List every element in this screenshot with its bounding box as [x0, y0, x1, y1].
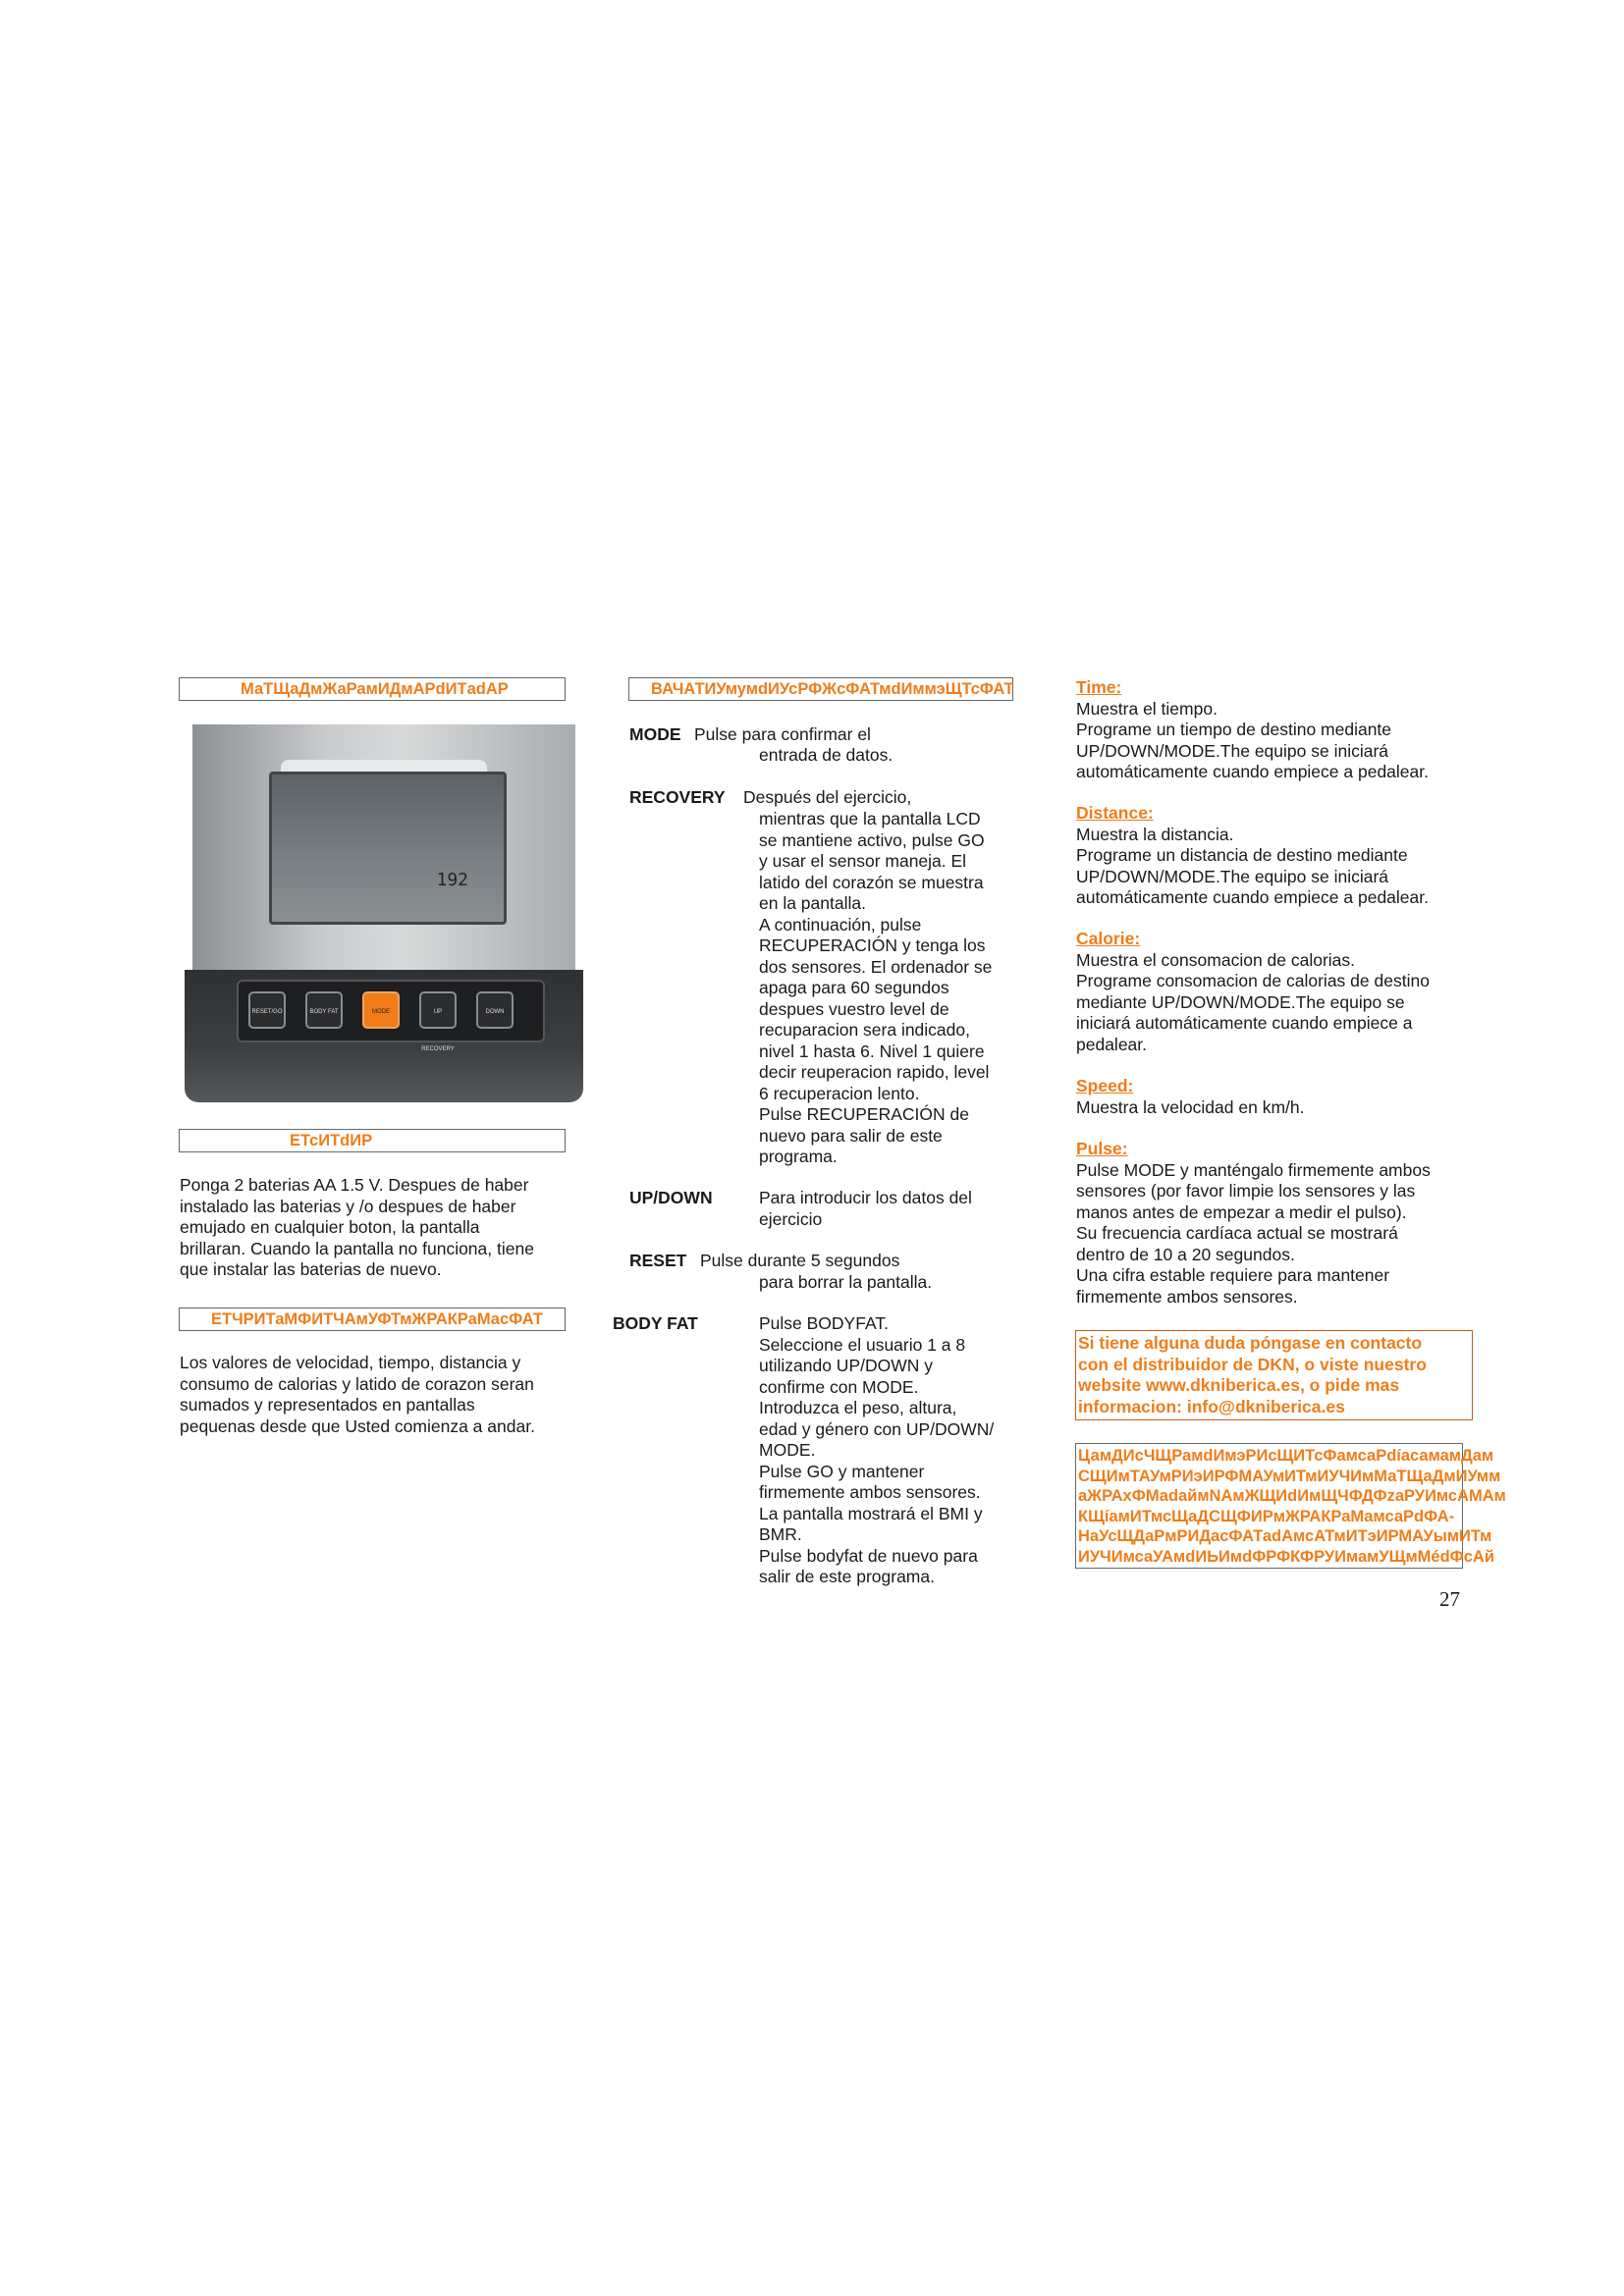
text-line: que instalar las baterias de nuevo. — [180, 1259, 442, 1279]
reset-desc-first: Pulse durante 5 segundos — [700, 1251, 900, 1270]
section-header-values-text: ЕТЧРИТаМФИТЧАмУФТмЖРАКРаМасФАТ — [211, 1310, 543, 1328]
text-line: НаУсЩДаРмРИДасФАТаdАмсАТмИТэИРМАУымИТм — [1078, 1527, 1492, 1545]
text-line: RECUPERACIÓN y tenga los — [759, 935, 986, 955]
section-header-batteries — [179, 1129, 566, 1152]
text-line: utilizando UP/DOWN y — [759, 1356, 933, 1375]
text-line: confirme con MODE. — [759, 1376, 919, 1397]
text-line: brillaran. Cuando la pantalla no funciona, tiene — [180, 1238, 534, 1258]
up-recovery-key: UP RECOVERY — [419, 991, 457, 1029]
text-line: automáticamente cuando empiece a pedalear. — [1076, 887, 1429, 907]
reset-label: RESET — [629, 1251, 687, 1270]
distance-title: Distance: — [1076, 803, 1154, 823]
text-line: apaga para 60 segundos — [759, 978, 949, 997]
text-line: firmemente ambos sensores. — [1076, 1286, 1298, 1307]
mode-desc-second: entrada de datos. — [759, 745, 893, 765]
text-line: programa. — [759, 1147, 838, 1166]
text-line: Programe un distancia de destino mediante — [1076, 845, 1408, 865]
text-line: Programe un tiempo de destino mediante — [1076, 720, 1392, 739]
distance-section — [1076, 803, 1429, 909]
mode-key: MODE — [362, 991, 400, 1029]
pulse-title: Pulse: — [1076, 1139, 1128, 1158]
calorie-section — [1076, 929, 1430, 1055]
console-lcd-screen — [269, 772, 507, 925]
text-line: Muestra el tiempo. — [1076, 698, 1218, 719]
section-header-display-text: МаТЩаДмЖаРамИДмАРdИТadAP — [241, 680, 509, 698]
text-line: dentro de 10 a 20 segundos. — [1076, 1244, 1295, 1264]
text-line: pedalear. — [1076, 1034, 1148, 1054]
text-line: Seleccione el usuario 1 a 8 — [759, 1334, 966, 1355]
text-line: informacion: info@dkniberica.es — [1078, 1396, 1345, 1416]
text-line: Programe consomacion de calorias de destino — [1076, 971, 1430, 990]
text-line: en la pantalla. — [759, 893, 866, 913]
text-line: dos sensores. El ordenador se — [759, 956, 993, 977]
text-line: Introduzca el peso, altura, — [759, 1398, 957, 1417]
recovery-description — [759, 809, 992, 1168]
section-header-functions — [628, 677, 1013, 701]
updown-description — [759, 1188, 972, 1230]
updown-label: UP/DOWN — [629, 1188, 713, 1207]
mode-label: MODE — [629, 724, 681, 744]
text-line: nivel 1 hasta 6. Nivel 1 quiere — [759, 1041, 985, 1061]
speed-title: Speed: — [1076, 1076, 1134, 1095]
text-line: Su frecuencia cardíaca actual se mostrará — [1076, 1223, 1398, 1243]
text-line: latido del corazón se muestra — [759, 872, 984, 892]
section-header-batteries-text: ЕТсИТdИР — [290, 1132, 373, 1149]
text-line: edad y género con UP/DOWN/ — [759, 1418, 995, 1439]
lcd-readout: 192 — [436, 870, 468, 890]
text-line: sensores (por favor limpie los sensores y las — [1076, 1181, 1416, 1201]
text-line: Muestra el consomacion de calorias. — [1076, 949, 1356, 970]
text-line: salir de este programa. — [759, 1567, 935, 1586]
text-line: con el distribuidor de DKN, o viste nuestro — [1078, 1354, 1427, 1374]
text-line: ЦамДИсЧЩРамdИмэРИсЩИТсФамсаРdíасамамДам — [1078, 1447, 1494, 1465]
text-line: nuevo para salir de este — [759, 1125, 943, 1146]
text-line: iniciará automáticamente cuando empiece a — [1076, 1013, 1413, 1033]
text-line: 6 recuperacion lento. — [759, 1083, 920, 1103]
text-line: Pulse MODE y manténgalo firmemente ambos — [1076, 1159, 1431, 1180]
down-key: DOWN — [476, 991, 514, 1029]
pulse-section — [1076, 1139, 1431, 1308]
text-line: BMR. — [759, 1524, 802, 1544]
section-header-values — [179, 1308, 566, 1331]
mode-desc-first: Pulse para confirmar el — [694, 724, 871, 744]
text-line: Muestra la distancia. — [1076, 824, 1234, 844]
time-title: Time: — [1076, 677, 1122, 697]
text-line: Una cifra estable requiere para mantener — [1076, 1265, 1390, 1285]
text-line: decir reuperacion rapido, level — [759, 1062, 990, 1082]
encoded-text-box — [1075, 1443, 1506, 1569]
text-line: UP/DOWN/MODE.The equipo se iniciará — [1076, 740, 1389, 761]
text-line: Pulse BODYFAT. — [759, 1313, 889, 1333]
text-line: ejercicio — [759, 1208, 823, 1229]
console-illustration — [192, 724, 575, 1102]
page-number: 27 — [1439, 1587, 1460, 1611]
text-line: emujado en cualquier boton, la pantalla — [180, 1217, 480, 1237]
text-line: manos antes de empezar a medir el pulso). — [1076, 1201, 1407, 1222]
text-line: consumo de calorias y latido de corazon seran — [180, 1373, 534, 1394]
console-keypad — [237, 980, 545, 1052]
text-line: аЖРАхФМаdаймNАмЖЩИdИмЩЧФДФzаРУИмсАМАм — [1078, 1487, 1506, 1505]
reset-desc-second: para borrar la pantalla. — [759, 1272, 933, 1292]
text-line: СЩИмТАУмРИэИРФМАУмИТмИУЧИмМаТЩаДмИУмм — [1078, 1467, 1501, 1485]
bodyfat-description — [759, 1313, 994, 1588]
reset-go-key: RESET/GO — [248, 991, 286, 1029]
text-line: firmemente ambos sensores. — [759, 1482, 981, 1502]
recovery-label: RECOVERY — [629, 787, 726, 807]
battery-instructions — [180, 1175, 534, 1281]
section-header-functions-text: ВАЧАТИУмумdИУсРФЖсФАТмdИммэЩТсФАТ — [651, 680, 1014, 698]
bodyfat-label: BODY FAT — [613, 1313, 698, 1333]
text-line: Ponga 2 baterias AA 1.5 V. Despues de haber — [180, 1175, 529, 1195]
text-line: КЩíамИТмсЩаДСЩФИРмЖРАКРаМамсаРdФА- — [1078, 1507, 1455, 1525]
text-line: se mantiene activo, pulse GO — [759, 829, 985, 850]
text-line: UP/DOWN/MODE.The equipo se iniciará — [1076, 866, 1389, 886]
text-line: recuparacion sera indicado, — [759, 1020, 970, 1040]
text-line: mediante UP/DOWN/MODE.The equipo se — [1076, 991, 1405, 1012]
text-line: A continuación, pulse — [759, 914, 922, 934]
text-line: ИУЧИмсаУАмdИЬИмdФРФКФРУИмамУЩмМédФсАй — [1078, 1547, 1494, 1566]
text-line: automáticamente cuando empiece a pedalear. — [1076, 762, 1429, 781]
text-line: Pulse bodyfat de nuevo para — [759, 1545, 978, 1566]
recovery-desc-first: Después del ejercicio, — [743, 787, 912, 807]
text-line: despues vuestro level de — [759, 998, 949, 1019]
body-fat-key: BODY FAT — [305, 991, 343, 1029]
text-line: Pulse RECUPERACIÓN de — [759, 1104, 969, 1124]
section-header-display — [179, 677, 566, 701]
calorie-title: Calorie: — [1076, 929, 1141, 948]
support-contact-box — [1075, 1330, 1473, 1420]
text-line: Para introducir los datos del — [759, 1188, 972, 1207]
text-line: website www.dkniberica.es, o pide mas — [1078, 1375, 1400, 1395]
text-line: pequenas desde que Usted comienza a andar. — [180, 1415, 535, 1436]
text-line: mientras que la pantalla LCD — [759, 809, 981, 828]
text-line: Los valores de velocidad, tiempo, distancia y — [180, 1353, 521, 1372]
text-line: instalado las baterias y /o despues de haber — [180, 1196, 516, 1216]
speed-section — [1076, 1076, 1304, 1118]
values-description — [180, 1353, 535, 1437]
text-line: Si tiene alguna duda póngase en contacto — [1078, 1333, 1423, 1353]
text-line: La pantalla mostrará el BMI y — [759, 1503, 983, 1523]
text-line: MODE. — [759, 1440, 816, 1460]
text-line: Pulse GO y mantener — [759, 1461, 925, 1481]
text-line: Muestra la velocidad en km/h. — [1076, 1096, 1305, 1117]
text-line: sumados y representados en pantallas — [180, 1395, 475, 1415]
time-section — [1076, 677, 1429, 783]
text-line: y usar el sensor maneja. El — [759, 851, 967, 871]
